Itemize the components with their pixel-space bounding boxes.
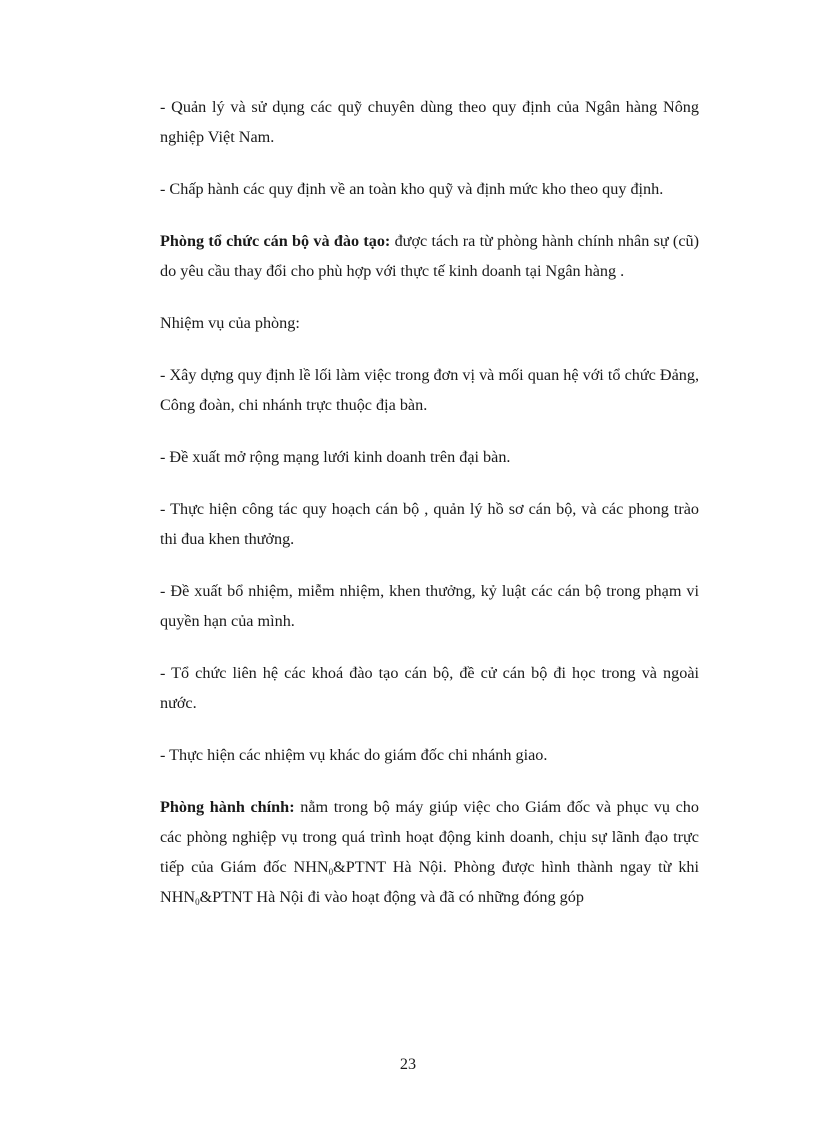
paragraph-de-xuat-mang-luoi: - Đề xuất mở rộng mạng lưới kinh doanh trên đại bàn. [160,448,511,466]
paragraph-nhiem-vu: Nhiệm vụ của phòng: [160,314,300,332]
paragraph-phong-hanh-chinh [160,792,699,912]
paragraph-nhiem-vu-khac: - Thực hiện các nhiệm vụ khác do giám đốc chi nhánh giao. [160,746,548,764]
text-segment: &PTNT Hà Nội đi vào hoạt động và đã có những đóng góp [199,888,584,906]
section-text-to-chuc: được tách ra từ phòng hành chính nhân sự (cũ) do yêu cầu thay đổi cho phù hợp với thực tế kinh doanh tại Ngân hàng . [160,232,699,280]
paragraph-quy-hoach: - Thực hiện công tác quy hoạch cán bộ , quản lý hồ sơ cán bộ, và các phong trào thi đua khen thưởng. [160,500,699,548]
section-heading-to-chuc: Phòng tổ chức cán bộ và đào tạo: [160,232,391,250]
paragraph-bo-nhiem: - Đề xuất bổ nhiệm, miễm nhiệm, khen thưởng, kỷ luật các cán bộ trong phạm vi quyền hạn của mình. [160,582,699,630]
document-body [160,92,699,912]
paragraph-xay-dung: - Xây dựng quy định lề lối làm việc trong đơn vị và mối quan hệ với tổ chức Đảng, Công đoàn, chi nhánh trực thuộc địa bàn. [160,366,699,414]
paragraph-quan-ly-quy: - Quản lý và sử dụng các quỹ chuyên dùng theo quy định của Ngân hàng Nông nghiệp Việt Nam. [160,98,699,146]
text-segment: nằm trong bộ máy giúp việc cho Giám đốc và phục vụ cho các phòng nghiệp vụ trong quá trình hoạt động kinh doanh, chịu sự lãnh đạo trực tiếp của Giám đốc NHN [160,798,699,876]
paragraph-chap-hanh: - Chấp hành các quy định về an toàn kho quỹ và định mức kho theo quy định. [160,180,664,198]
subscript: 0 [195,897,200,907]
section-heading-hanh-chinh: Phòng hành chính: [160,798,295,816]
page-number: 23 [399,1055,417,1073]
text-segment: &PTNT Hà Nội. Phòng được hình thành ngay từ khi NHN [160,858,700,906]
paragraph-dao-tao: - Tổ chức liên hệ các khoá đào tạo cán bộ, đề cử cán bộ đi học trong và ngoài nước. [160,664,699,712]
paragraph-phong-to-chuc [160,226,699,286]
subscript: 0 [328,867,334,877]
